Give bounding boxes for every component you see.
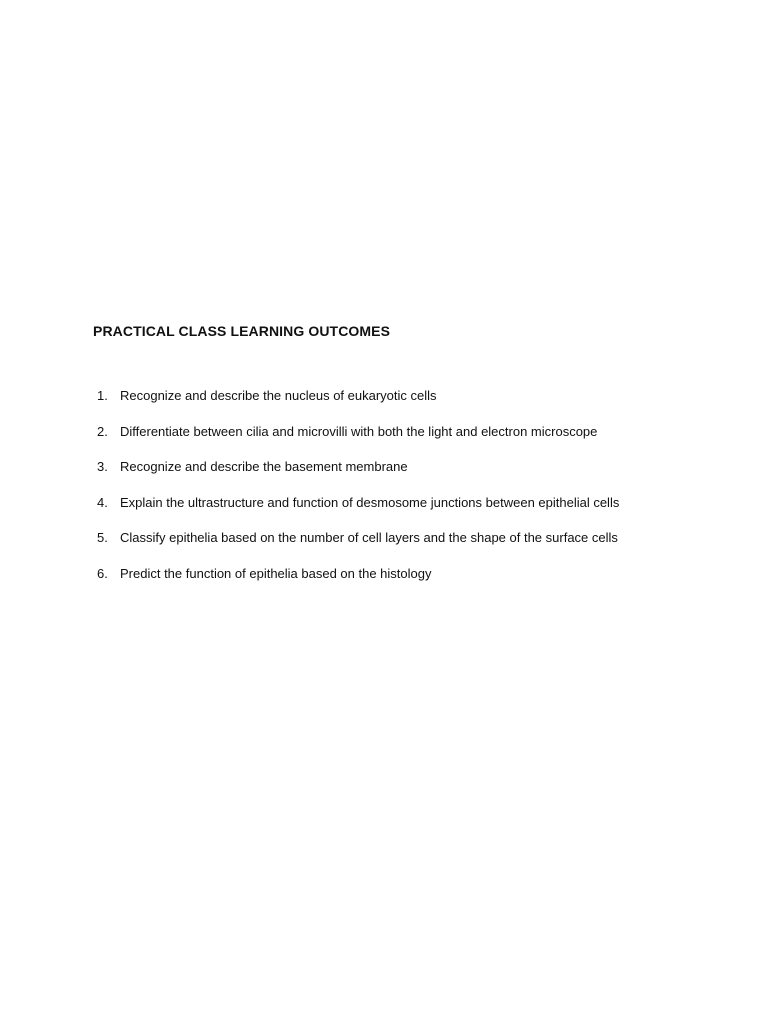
list-item-outcome-2 bbox=[93, 422, 733, 458]
list-item-text: Recognize and describe the nucleus of eukaryotic cells bbox=[120, 388, 437, 403]
list-item-outcome-1 bbox=[93, 386, 733, 422]
page-heading: PRACTICAL CLASS LEARNING OUTCOMES bbox=[93, 323, 391, 339]
list-item-text: Explain the ultrastructure and function of desmosome junctions between epithelial cells bbox=[120, 494, 620, 510]
list-item-text: Classify epithelia based on the number of cell layers and the shape of the surface cells bbox=[120, 530, 618, 545]
list-item-number: 5. bbox=[97, 530, 108, 545]
list-item-number: 2. bbox=[97, 423, 108, 439]
list-item-text: Differentiate between cilia and microvilli with both the light and electron microscope bbox=[120, 423, 598, 439]
list-item-number: 1. bbox=[97, 388, 108, 403]
list-item-number: 6. bbox=[97, 565, 108, 581]
list-item-number: 3. bbox=[97, 459, 108, 474]
list-item-number: 4. bbox=[97, 494, 108, 510]
list-item-outcome-3 bbox=[93, 457, 733, 493]
list-item-outcome-6 bbox=[93, 564, 733, 600]
list-item-outcome-5 bbox=[93, 528, 733, 564]
learning-outcomes-list bbox=[93, 386, 733, 599]
list-item-text: Recognize and describe the basement membrane bbox=[120, 459, 408, 474]
list-item-outcome-4 bbox=[93, 493, 733, 529]
list-item-text: Predict the function of epithelia based on the histology bbox=[120, 565, 432, 581]
